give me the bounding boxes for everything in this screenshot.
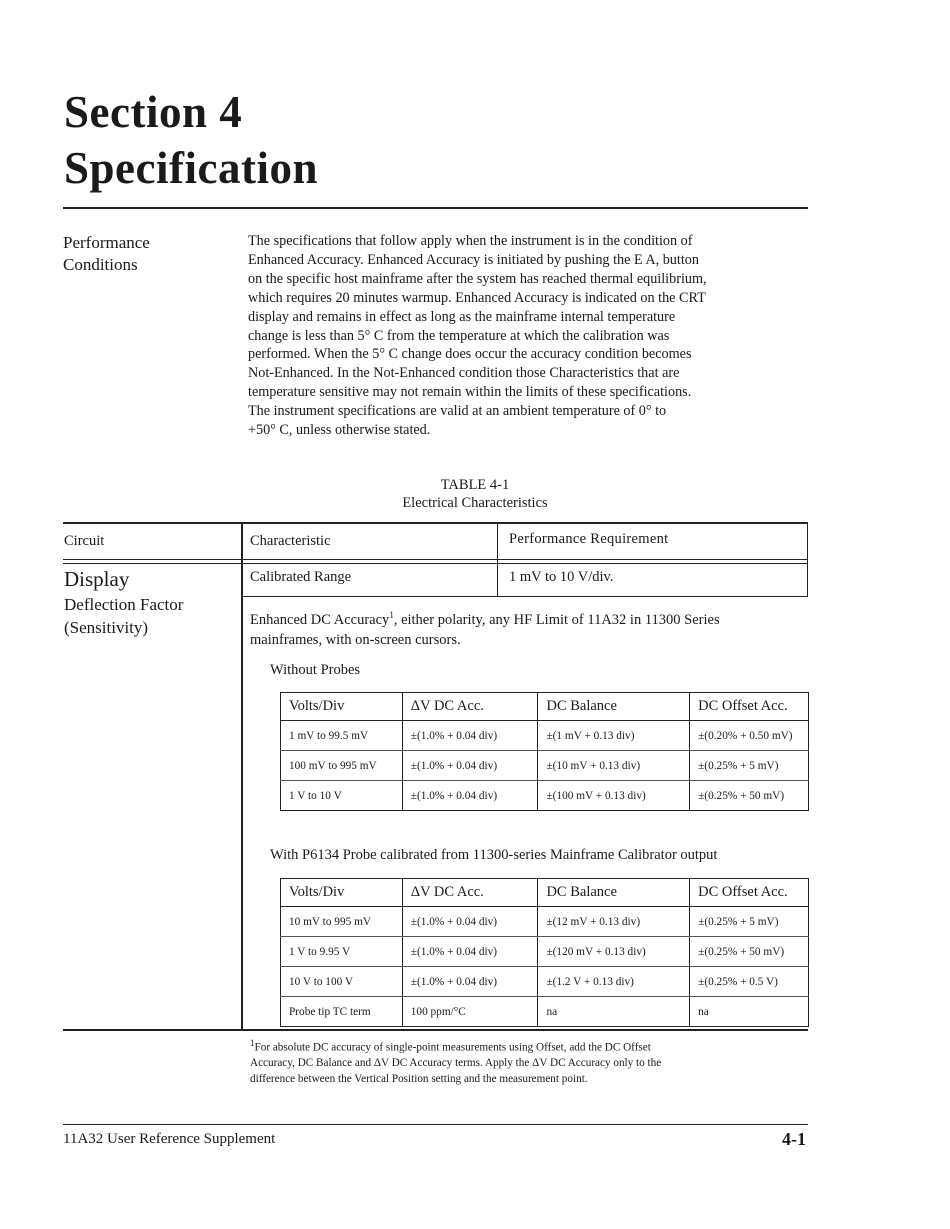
table-cell: ±(1.0% + 0.04 div) (402, 721, 538, 751)
column-divider (807, 522, 808, 596)
row-rule (241, 596, 808, 597)
table-cell: 100 ppm/°C (402, 997, 538, 1027)
table-cell: ±(1.2 V + 0.13 div) (538, 967, 690, 997)
circuit-deflection-factor: Deflection Factor (64, 595, 184, 614)
table-cell: ±(1.0% + 0.04 div) (402, 781, 538, 811)
enhanced-rest: , either polarity, any HF Limit of 11A32 in 11300 Series (393, 611, 720, 628)
footnote-text: For absolute DC accuracy of single-point measurements using Offset, add the DC Offset (254, 1041, 651, 1054)
table-cell: ±(1.0% + 0.04 div) (402, 937, 538, 967)
table-header-row (281, 879, 809, 907)
table-cell: Probe tip TC term (281, 997, 403, 1027)
table-cell: ±(0.25% + 50 mV) (690, 937, 809, 967)
enhanced-line-2: mainframes, with on-screen cursors. (250, 631, 461, 648)
table-number: TABLE 4-1 (440, 477, 510, 493)
header-dc-balance: DC Balance (538, 879, 690, 907)
table-cell: 10 mV to 995 mV (281, 907, 403, 937)
paragraph-line: Not-Enhanced. In the Not-Enhanced condition those Characteristics that are (248, 365, 680, 382)
paragraph-line: which requires 20 minutes warmup. Enhanced Accuracy is indicated on the CRT (248, 289, 706, 306)
paragraph-line: performed. When the 5° C change does occur the accuracy condition becomes (248, 346, 692, 363)
circuit-sensitivity: (Sensitivity) (64, 618, 149, 637)
table-top-rule (63, 522, 808, 524)
paragraph-line: The specifications that follow apply when the instrument is in the condition of (248, 233, 693, 249)
table-cell: na (690, 997, 809, 1027)
table-cell: ±(1.0% + 0.04 div) (402, 907, 538, 937)
header-volts-div: Volts/Div (281, 879, 403, 907)
table-row (281, 937, 809, 967)
table-cell: ±(0.20% + 0.50 mV) (690, 721, 809, 751)
header-rule-1 (63, 559, 808, 560)
table-cell: ±(1 mV + 0.13 div) (538, 721, 690, 751)
header-dc-balance: DC Balance (538, 693, 690, 721)
calibrated-range-value: 1 mV to 10 V/div. (509, 569, 614, 585)
paragraph-line: change is less than 5° C from the temperature at which the calibration was (248, 327, 670, 344)
table-cell: 1 mV to 99.5 mV (281, 721, 403, 751)
enhanced-term: Enhanced DC Accuracy (250, 611, 390, 628)
table-title: Electrical Characteristics (402, 495, 548, 511)
table-cell: ±(1.0% + 0.04 div) (402, 967, 538, 997)
header-dc-offset-acc: DC Offset Acc. (690, 879, 809, 907)
paragraph-line: +50° C, unless otherwise stated. (248, 422, 431, 439)
enhanced-accuracy-text (250, 605, 720, 650)
page-number: 4-1 (782, 1129, 806, 1149)
table-cell: 1 V to 10 V (281, 781, 403, 811)
footnote-marker: 1 (389, 610, 394, 620)
column-header-characteristic: Characteristic (250, 533, 331, 549)
with-probe-table (280, 878, 809, 1027)
table-cell: ±(100 mV + 0.13 div) (538, 781, 690, 811)
header-rule-2 (63, 563, 808, 564)
header-dv-dc-acc: ΔV DC Acc. (402, 693, 538, 721)
header-volts-div: Volts/Div (281, 693, 403, 721)
without-probes-title: Without Probes (270, 662, 361, 678)
table-cell: 1 V to 9.95 V (281, 937, 403, 967)
table-row (281, 907, 809, 937)
section-number: Section 4 (64, 87, 243, 137)
table-cell: 100 mV to 995 mV (281, 751, 403, 781)
table-cell: ±(120 mV + 0.13 div) (538, 937, 690, 967)
paragraph-line: Enhanced Accuracy. Enhanced Accuracy is initiated by pushing the E A, button (248, 251, 699, 268)
table-row (281, 751, 809, 781)
circuit-display: Display (64, 567, 130, 591)
header-dv-dc-acc: ΔV DC Acc. (402, 879, 538, 907)
footnote-line-2: Accuracy, DC Balance and ΔV DC Accuracy terms. Apply the ΔV DC Accuracy only to the (250, 1057, 662, 1070)
without-probes-table (280, 692, 809, 811)
footer-rule (63, 1124, 808, 1125)
footnote (250, 1036, 810, 1087)
footnote-line-1 (250, 1036, 810, 1056)
column-divider (241, 522, 243, 1029)
paragraph-line: display and remains in effect as long as the mainframe internal temperature (248, 308, 676, 325)
table-row (281, 967, 809, 997)
with-probe-title: With P6134 Probe calibrated from 11300-series Mainframe Calibrator output (270, 847, 718, 863)
performance-paragraph (248, 232, 818, 440)
calibrated-range-label: Calibrated Range (250, 569, 352, 585)
table-cell: ±(0.25% + 0.5 V) (690, 967, 809, 997)
table-cell: 10 V to 100 V (281, 967, 403, 997)
footer-title: 11A32 User Reference Supplement (63, 1131, 276, 1147)
column-divider (497, 522, 498, 596)
table-row (281, 721, 809, 751)
paragraph-line: The instrument specifications are valid at an ambient temperature of 0° to (248, 403, 667, 420)
label-line: Performance (63, 233, 150, 252)
heading-rule (63, 207, 808, 209)
table-cell: ±(0.25% + 50 mV) (690, 781, 809, 811)
column-header-requirement: Performance Requirement (509, 531, 669, 547)
footnote-marker: 1 (250, 1038, 255, 1048)
section-title: Specification (64, 143, 318, 193)
column-header-circuit: Circuit (64, 533, 105, 549)
table-cell: ±(10 mV + 0.13 div) (538, 751, 690, 781)
paragraph-line: temperature sensitive may not remain within the limits of these specifications. (248, 384, 692, 401)
paragraph-line: on the specific host mainframe after the system has reached thermal equilibrium, (248, 270, 707, 287)
table-cell: ±(0.25% + 5 mV) (690, 907, 809, 937)
table-cell: ±(1.0% + 0.04 div) (402, 751, 538, 781)
table-cell: na (538, 997, 690, 1027)
performance-conditions-label (63, 232, 150, 276)
table-row (281, 781, 809, 811)
table-cell: ±(0.25% + 5 mV) (690, 751, 809, 781)
table-header-row (281, 693, 809, 721)
table-bottom-rule (63, 1029, 808, 1031)
header-dc-offset-acc: DC Offset Acc. (690, 693, 809, 721)
enhanced-line-1 (250, 605, 720, 630)
table-cell: ±(12 mV + 0.13 div) (538, 907, 690, 937)
label-line: Conditions (63, 255, 138, 274)
table-row (281, 997, 809, 1027)
footnote-line-3: difference between the Vertical Position setting and the measurement point. (250, 1072, 588, 1085)
